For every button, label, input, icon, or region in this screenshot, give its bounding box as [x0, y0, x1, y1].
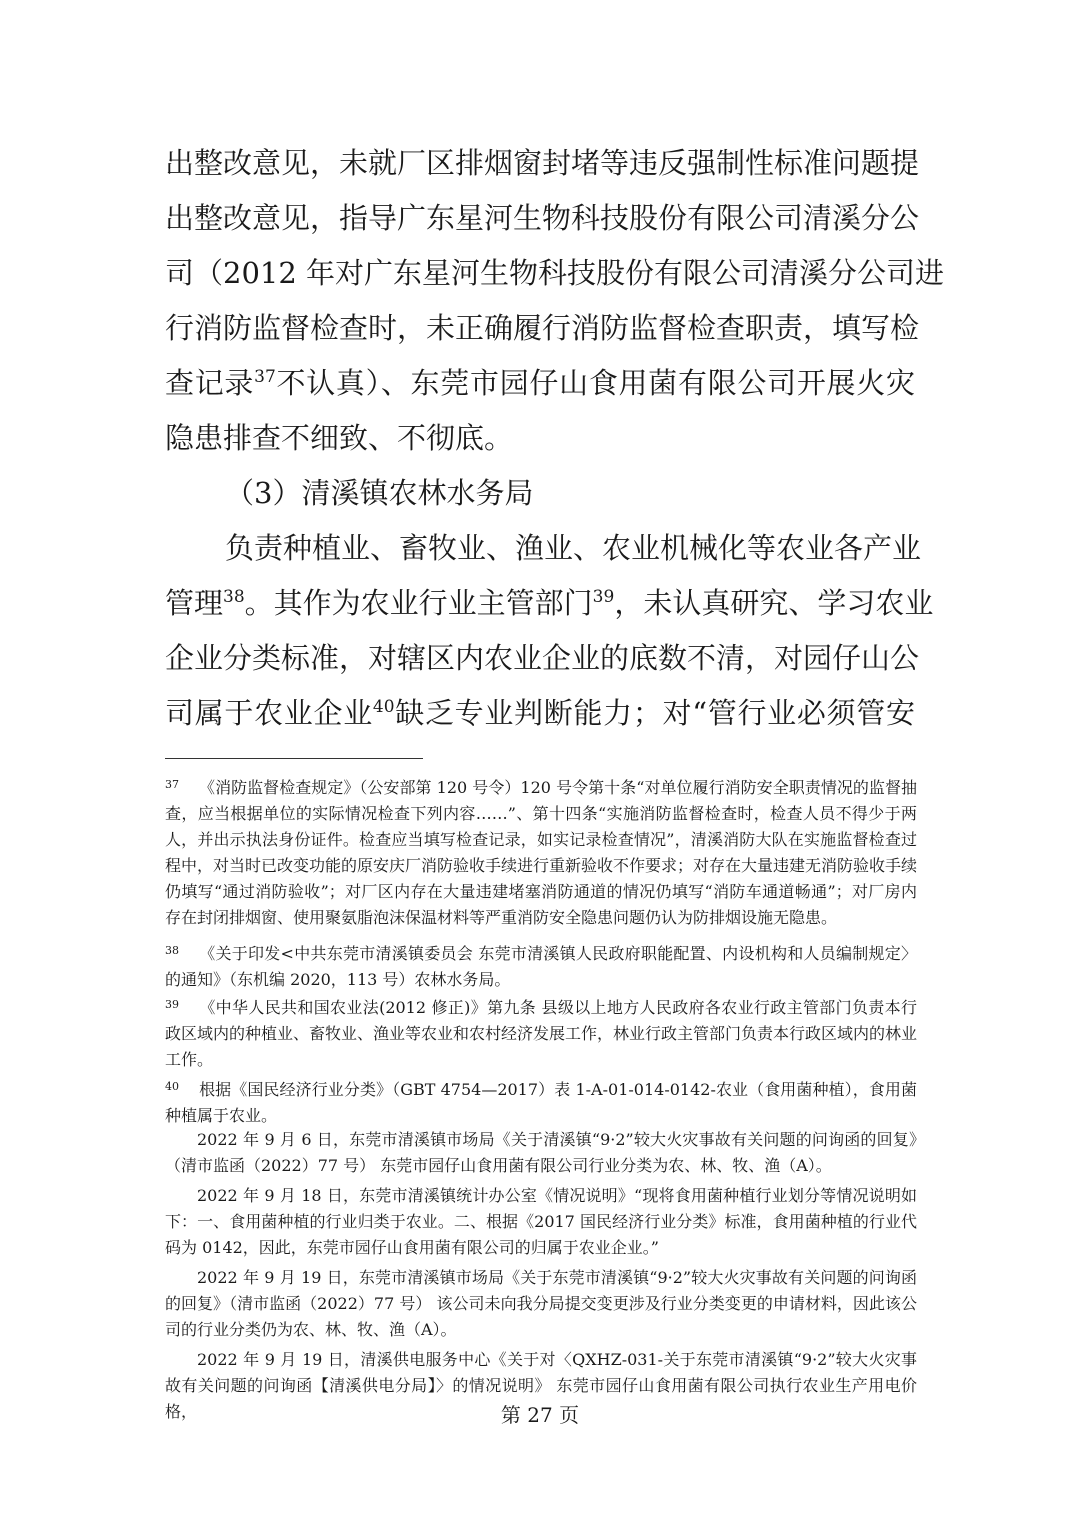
body-line-5-post: 不认真）、东莞市园仔山食用菌有限公司开展火灾: [275, 366, 915, 400]
para2-line-4-a: 司属于农业企业: [165, 696, 373, 730]
footnote-40-para-2: 2022 年 9 月 6 日，东莞市清溪镇市场局《关于清溪镇“9·2”较大火灾事故有关问题的问询函的回复》（清市监函（2022）77 号） 东莞市园仔山食用菌有限公司行业分类为农、林、牧、渔（A）。: [165, 1130, 917, 1175]
footnote-ref-37: 37: [254, 367, 276, 387]
body-line-6: 隐患排查不细致、不彻底。: [165, 421, 514, 455]
footnote-40: [165, 1074, 917, 1129]
body-line-5-pre: 查记录: [165, 366, 255, 400]
para2-line-2-a: 管理: [165, 586, 224, 620]
footnote-separator: [165, 758, 423, 759]
para2-line-4: [165, 693, 915, 733]
footnote-39: [165, 992, 917, 1073]
footnote-ref-39: 39: [592, 587, 615, 607]
para2-line-2: [165, 583, 934, 623]
body-line-4: 行消防监督检查时，未正确履行消防监督检查职责，填写检: [165, 311, 920, 345]
footnote-38-number: 38: [165, 944, 179, 957]
footnote-39-number: 39: [165, 998, 179, 1011]
footnote-39-text: 《中华人民共和国农业法(2012 修正)》第九条 县级以上地方人民政府各农业行政主管部门负责本行政区域内的种植业、畜牧业、渔业等农业和农村经济发展工作，林业行政主管部门负责本行政区域内的林业工作。: [165, 998, 918, 1069]
body-line-5: [165, 363, 915, 403]
footnote-37: [165, 772, 917, 931]
footnote-40-para-4: 2022 年 9 月 19 日，东莞市清溪镇市场局《关于东莞市清溪镇“9·2”较大火灾事故有关问题的问询函的回复》（清市监函（2022）77 号） 该公司未向我分局提交变更涉及行业分类变更的申请材料，因此该公司的行业分类仍为农、林、牧、渔（A）。: [165, 1268, 917, 1339]
body-line-2: 出整改意见，指导广东星河生物科技股份有限公司清溪分公: [165, 201, 920, 235]
footnote-40-number: 40: [165, 1080, 179, 1093]
para2-line-1: 负责种植业、畜牧业、渔业、农业机械化等农业各产业: [225, 531, 922, 565]
page-number: 第 27 页: [500, 1403, 580, 1427]
footnote-37-number: 37: [165, 778, 179, 791]
footnote-37-text: 《消防监督检查规定》（公安部第 120 号令）120 号令第十条“对单位履行消防安全职责情况的监督抽查，应当根据单位的实际情况检查下列内容……”、第十四条“实施消防监督检查时，检查人员不得少于两人，并出示执法身份证件。检查应当填写检查记录，如实记录检查情况”，清溪消防大队在实施监督检查过程中，对当时已改变功能的原安庆厂消防验收手续进行重新验收不作要求；对存在大量违建无消防验收手续仍填写“通过消防验收”；对厂区内存在大量违建堵塞消防通道的情况仍填写“消防车通道畅通”；对厂房内存在封闭排烟窗、使用聚氨脂泡沫保温材料等严重消防安全隐患问题仍认为防排烟设施无隐患。: [165, 778, 918, 927]
footnote-38: [165, 938, 917, 993]
para2-line-3: 企业分类标准，对辖区内农业企业的底数不清，对园仔山公: [165, 641, 920, 675]
para2-line-4-b: 缺乏专业判断能力；对“管行业必须管安: [394, 696, 915, 730]
para2-line-2-c: ，未认真研究、学习农业: [614, 586, 934, 620]
body-line-3: 司（2012 年对广东星河生物科技股份有限公司清溪分公司进: [165, 256, 945, 290]
footnote-40-text: 根据《国民经济行业分类》（GBT 4754—2017）表 1-A-01-014-0142-农业（食用菌种植），食用菌种植属于农业。: [165, 1080, 917, 1125]
footnote-ref-38: 38: [223, 587, 245, 607]
footnote-40-para-3: 2022 年 9 月 18 日，东莞市清溪镇统计办公室《情况说明》“现将食用菌种植行业划分等情况说明如下：一、食用菌种植的行业归类于农业。二、根据《2017 国民经济行业分类》标准，食用菌种植的行业代码为 0142，因此，东莞市园仔山食用菌有限公司的归属于农业企业。”: [165, 1186, 917, 1257]
section-heading: （3）清溪镇农林水务局: [225, 476, 534, 510]
footnote-ref-40: 40: [372, 697, 395, 717]
para2-line-2-b: 。其作为农业行业主管部门: [244, 586, 593, 620]
body-line-1: 出整改意见，未就厂区排烟窗封堵等违反强制性标准问题提: [165, 146, 920, 180]
footnote-40-para-5: 2022 年 9 月 19 日，清溪供电服务中心《关于对〈QXHZ-031-关于东莞市清溪镇“9·2”较大火灾事故有关问题的问询函【清溪供电分局】〉的情况说明》 东莞市园仔山食用菌有限公司执行农业生产用电价格，: [165, 1350, 917, 1421]
footnote-38-text: 《关于印发<中共东莞市清溪镇委员会 东莞市清溪镇人民政府职能配置、内设机构和人员编制规定〉的通知》（东机编 2020，113 号）农林水务局。: [165, 944, 917, 989]
